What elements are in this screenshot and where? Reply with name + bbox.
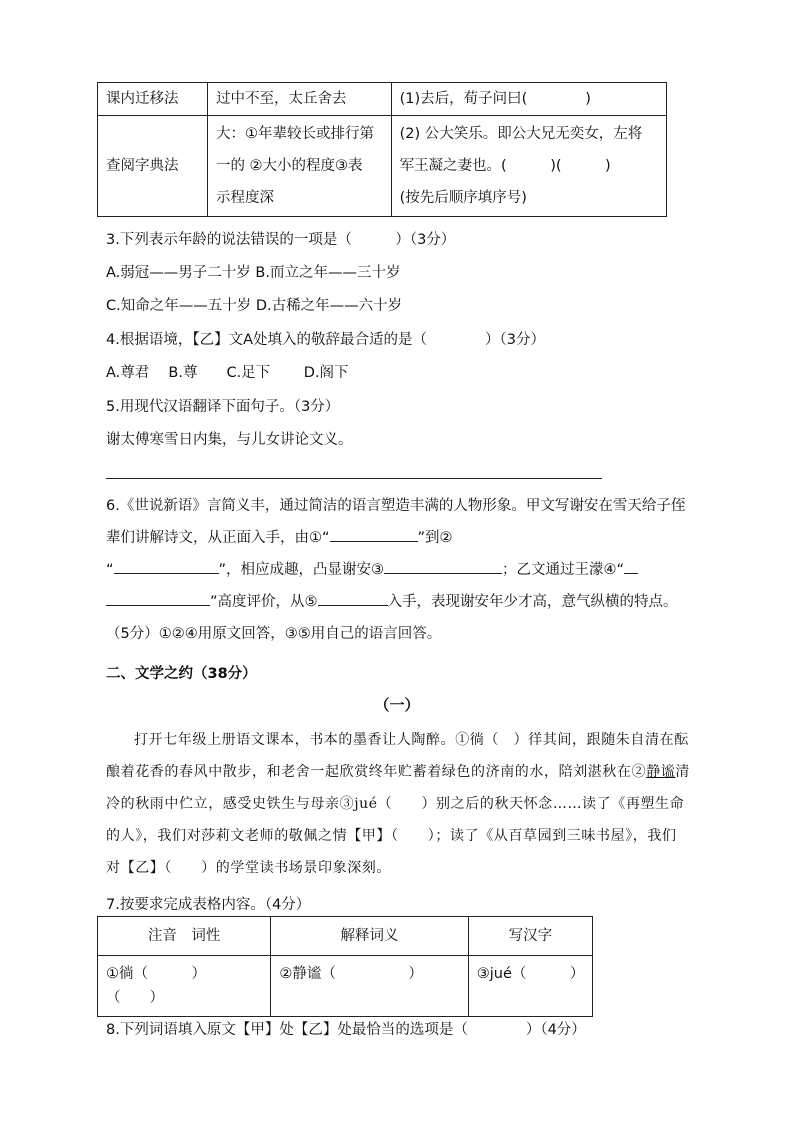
question-cell — [391, 116, 666, 217]
cell-line: ①徜（ ） — [106, 966, 206, 982]
method-table — [97, 82, 667, 217]
method-cell: 查阅字典法 — [98, 116, 208, 217]
passage-text: 打开七年级上册语文课本，书本的墨香让人陶醉。①徜（ ）徉其间，跟随朱自清在酝酿着花香的春风中散步，和老舍一起欣赏终年贮蓄着绿色的济南的水，陪刘湛秋在② — [106, 732, 689, 780]
q7-stem: 7.按要求完成表格内容。（4分） — [106, 897, 311, 913]
part-title: （一） — [374, 696, 420, 714]
header-cell: 解释词义 — [271, 917, 468, 956]
header-cell: 写汉字 — [468, 917, 592, 956]
table-row — [98, 83, 667, 116]
question-cell: (1)去后，荀子问曰( ) — [391, 83, 666, 116]
example-line: 大：①年辈较长或排行第 — [215, 126, 374, 142]
write-char-cell[interactable]: ③jué（ ） — [468, 956, 592, 1017]
passage-underlined-word: 静谧 — [646, 764, 676, 780]
q6-text: ”，相应成趣，凸显谢安③ — [218, 562, 385, 578]
passage — [106, 724, 691, 884]
q6-text: 入手，表现谢安年少才高，意气纵横的特点。（5分）①②④用原文回答，③⑤用自己的语言回答。 — [106, 594, 678, 642]
q6-text: “ — [106, 562, 114, 578]
q6-text: ”高度评价，从⑤ — [210, 594, 318, 610]
q8-stem: 8.下列词语填入原文【甲】处【乙】处最恰当的选项是（ ）（4分） — [106, 1022, 586, 1038]
q5-stem: 5.用现代汉语翻译下面句子。（3分） — [106, 399, 340, 415]
pinyin-cell[interactable] — [98, 956, 271, 1017]
table-row — [98, 116, 667, 217]
table-row — [98, 956, 593, 1017]
example-cell: 过中不至，太丘舍去 — [207, 83, 391, 116]
q7-table — [97, 916, 593, 1017]
q4-options: A.尊君 B.尊 C.足下 D.阁下 — [106, 365, 349, 381]
meaning-cell[interactable]: ②静谧（ ） — [271, 956, 468, 1017]
q3-stem: 3.下列表示年龄的说法错误的一项是（ ）（3分） — [106, 232, 456, 248]
q6-text: 6.《世说新语》言简义丰，通过简洁的语言塑造丰满的人物形象。甲文写谢安在雪天给子侄辈们讲解诗文，从正面入手，由①“ — [106, 498, 686, 546]
q5-sentence: 谢太傅寒雪日内集，与儿女讲论文义。 — [106, 432, 353, 448]
cell-line: （ ） — [106, 990, 164, 1006]
q6-text: ；乙文通过王濛④“ — [502, 562, 625, 578]
q6-blank-4b[interactable] — [106, 590, 210, 606]
header-cell: 注音 词性 — [98, 917, 271, 956]
question-line: 军王凝之妻也。( )( ) — [399, 158, 611, 174]
q3-options-cd: C.知命之年——五十岁 D.古稀之年——六十岁 — [106, 298, 403, 314]
example-line: 一的 ②大小的程度③表 — [215, 158, 363, 174]
q6-blank-2[interactable] — [114, 558, 219, 574]
q6-blank-1[interactable] — [330, 526, 418, 542]
q6-text: ”到② — [417, 530, 453, 546]
q6-blank-4a[interactable] — [624, 558, 638, 574]
q6-blank-3[interactable] — [384, 558, 502, 574]
example-line: 示程度深 — [215, 190, 274, 206]
question-line: (2) 公大笑乐。即公大兄无奕女，左将 — [399, 126, 643, 142]
example-cell — [207, 116, 391, 217]
question-line: (按先后顺序填序号) — [399, 190, 527, 206]
q4-stem: 4.根据语境，【乙】文A处填入的敬辞最合适的是（ ）（3分） — [106, 332, 545, 348]
q5-answer-line[interactable] — [106, 478, 602, 479]
section-title: 二、文学之约（38分） — [106, 666, 257, 682]
q3-options-ab: A.弱冠——男子二十岁 B.而立之年——三十岁 — [106, 265, 401, 281]
q6-paragraph — [106, 490, 691, 650]
q6-blank-5[interactable] — [318, 590, 388, 606]
table-header-row — [98, 917, 593, 956]
method-cell: 课内迁移法 — [98, 83, 208, 116]
passage-text: 清冷的秋雨中伫立，感受史铁生与母亲③jué（ ）别之后的秋天怀念……读了《再塑生命的人》，我们对莎莉文老师的敬佩之情【甲】（ ）；读了《从百草园到三味书屋》，我们对【乙】（ ）的学堂读书场景印象深刻。 — [106, 764, 691, 876]
